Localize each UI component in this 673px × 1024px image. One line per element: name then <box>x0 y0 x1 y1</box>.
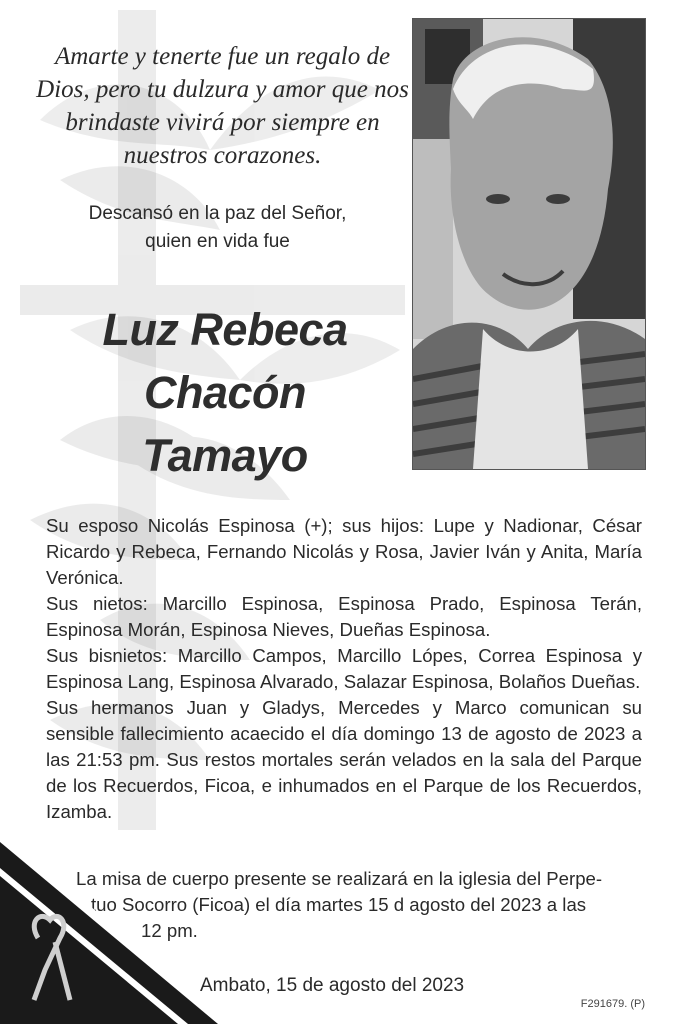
grandchildren-paragraph: Sus nietos: Marcillo Espinosa, Espinosa Prado, Espinosa Terán, Espinosa Morán, Espinosa Nieves, Dueñas Espinosa. <box>46 593 642 640</box>
rest-intro-line1: Descansó en la paz del Señor, <box>88 203 347 224</box>
spouse-children-paragraph: Su esposo Nicolás Espinosa (+); sus hijos: Lupe y Nadionar, César Ricardo y Rebeca, Fernando Nicolás y Rosa, Javier Iván y Anita, María Verónica. <box>46 515 642 588</box>
place-date: Ambato, 15 de agosto del 2023 <box>200 975 465 996</box>
ad-code: F291679. (P) <box>580 998 645 1010</box>
deceased-name <box>30 298 420 487</box>
mass-line1: La misa de cuerpo presente se realizará en la iglesia del Perpe- <box>76 868 603 889</box>
rest-intro <box>40 200 395 256</box>
rest-intro-line2: quien en vida fue <box>145 231 290 252</box>
memorial-quote: Amarte y tenerte fue un regalo de Dios, pero tu dulzura y amor que nos brindaste vivirá por siempre en nuestros corazones. <box>36 43 409 169</box>
mass-line3: 12 pm. <box>141 920 198 941</box>
mourning-corner-band <box>0 830 230 1024</box>
deceased-name-line3: Tamayo <box>142 430 308 481</box>
deceased-name-line1: Luz Rebeca <box>102 304 348 355</box>
mass-line2: tuo Socorro (Ficoa) el día martes 15 d agosto del 2023 a las <box>91 894 587 915</box>
portrait-photo-icon <box>413 19 645 469</box>
deceased-name-line2: Chacón <box>143 367 306 418</box>
portrait-photo <box>412 18 646 470</box>
great-grandchildren-paragraph: Sus bisnietos: Marcillo Campos, Marcillo Lópes, Correa Espinosa y Espinosa Lang, Espinosa Alvarado, Salazar Espinosa, Bolaños Dueñas. <box>46 645 642 692</box>
siblings-announcement-paragraph: Sus hermanos Juan y Gladys, Mercedes y Marco comunican su sensible fallecimiento acaecido el día domingo 13 de agosto de 2023 a las 21:53 pm. Sus restos mortales serán velados en la sala del Parque de los Recuerdos, Ficoa, e inhumados en el Parque de los Recuerdos, Izamba. <box>46 697 642 822</box>
family-announcement <box>46 513 642 825</box>
